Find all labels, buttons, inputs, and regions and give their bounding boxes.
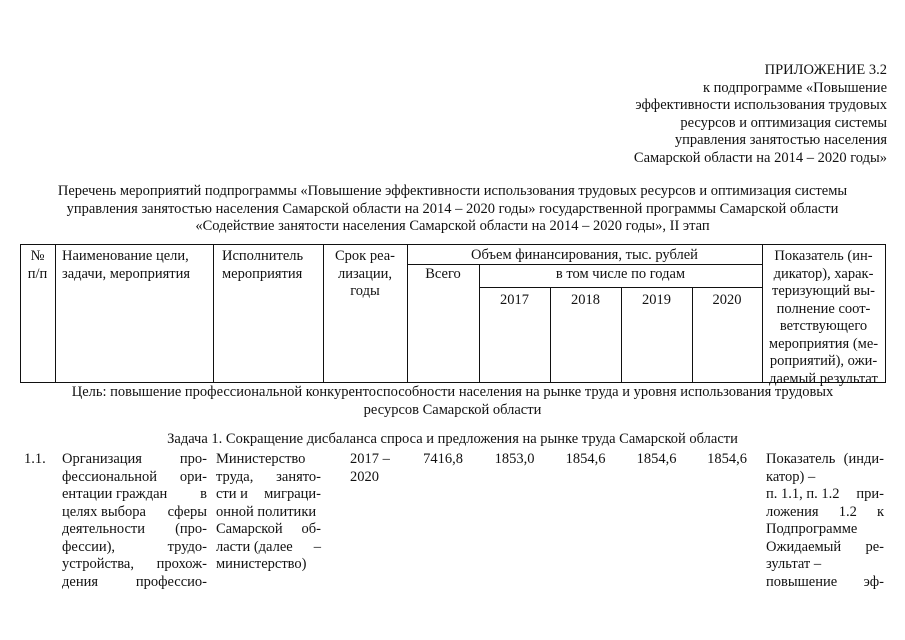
- appendix-line: Самарской области на 2014 – 2020 годы»: [633, 149, 887, 166]
- heading-line: Перечень мероприятий подпрограммы «Повышение эффективности использования трудовых ресурсов и оптимизация системы: [57, 183, 848, 199]
- header-year-2018: 2018: [571, 292, 600, 308]
- header-term: Срок реа- лизации, годы: [335, 248, 395, 299]
- row-indicator: Показатель (инди- катор) – п. 1.1, п. 1.2 при- ложения 1.2 к Подпрограмме Ожидаемый ре- зультат – повышение эф-: [766, 451, 884, 590]
- heading-line: «Содействие занятости населения Самарской области на 2014 – 2020 годы», II этап: [195, 218, 710, 234]
- row-num: 1.1.: [24, 451, 46, 467]
- appendix-title: ПРИЛОЖЕНИЕ 3.2: [764, 62, 887, 78]
- goal-text: Цель: повышение профессиональной конкурентоспособности населения на рынке труда и уровня использования трудовых ресурсов Самарской области: [71, 384, 834, 418]
- grid-line: [407, 244, 408, 382]
- row-2020: 1854,6: [707, 451, 747, 467]
- row-2018: 1854,6: [565, 451, 606, 467]
- document-heading: [20, 183, 885, 236]
- heading-line: управления занятостью населения Самарской области на 2014 – 2020 годы» государственной программы Самарской области: [66, 200, 839, 217]
- row-2019: 1854,6: [636, 451, 677, 467]
- header-by-years: в том числе по годам: [555, 266, 686, 282]
- appendix-line: эффективности использования трудовых: [635, 97, 887, 113]
- header-year-2017: 2017: [500, 292, 529, 308]
- appendix-line: к подпрограмме «Повышение: [702, 79, 887, 96]
- appendix-block: [587, 62, 887, 167]
- header-indicator: Показатель (ин- дикатор), харак- теризующий вы- полнение соот- ветствующего мероприятия (ме- роприятий), ожи- даемый результат: [768, 248, 879, 387]
- grid-line: [20, 244, 886, 245]
- task-text: Задача 1. Сокращение дисбаланса спроса и предложения на рынке труда Самарской области: [167, 431, 738, 447]
- header-financing: Объем финансирования, тыс. рублей: [471, 247, 698, 263]
- appendix-line: управления занятостью населения: [674, 132, 887, 148]
- row-total: 7416,8: [423, 451, 463, 467]
- appendix-line: ресурсов и оптимизация системы: [680, 114, 887, 131]
- row-executor: Министерство труда, занято- сти и миграци- онной политики Самарской об- ласти (далее – министерство): [216, 451, 321, 572]
- header-executor: Исполнитель мероприятия: [222, 248, 304, 282]
- header-total: Всего: [425, 266, 461, 282]
- grid-line: [885, 244, 886, 382]
- row-term: 2017 – 2020: [350, 451, 390, 485]
- header-num: № п/п: [27, 248, 48, 282]
- header-year-2019: 2019: [642, 292, 671, 308]
- row-name: Организация про- фессиональной ори- ентации граждан в целях выбора сферы деятельности (про- фессии), трудо- устройства, прохож- дения профессио-: [62, 451, 207, 590]
- header-year-2020: 2020: [712, 292, 742, 308]
- grid-line: [20, 382, 886, 383]
- header-name: Наименование цели, задачи, мероприятия: [62, 248, 191, 282]
- grid-line: [55, 244, 56, 382]
- grid-line: [213, 244, 214, 382]
- row-2017: 1853,0: [494, 451, 535, 467]
